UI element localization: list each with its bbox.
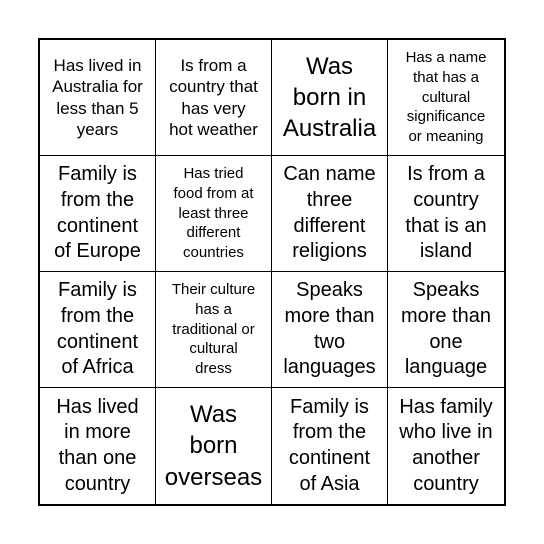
bingo-cell[interactable]: Family is from the continent of Asia [272,388,388,504]
bingo-cell[interactable]: Was born overseas [156,388,272,504]
bingo-cell[interactable]: Is from a country that is an island [388,156,504,272]
bingo-cell[interactable]: Has lived in Australia for less than 5 years [40,40,156,156]
bingo-cell[interactable]: Was born in Australia [272,40,388,156]
bingo-cell[interactable]: Family is from the continent of Africa [40,272,156,388]
bingo-cell[interactable]: Their culture has a traditional or cultural dress [156,272,272,388]
bingo-cell[interactable]: Speaks more than two languages [272,272,388,388]
bingo-cell[interactable]: Has lived in more than one country [40,388,156,504]
bingo-cell[interactable]: Speaks more than one language [388,272,504,388]
bingo-grid [38,38,506,506]
bingo-cell[interactable]: Has tried food from at least three different countries [156,156,272,272]
bingo-cell[interactable]: Can name three different religions [272,156,388,272]
bingo-cell[interactable]: Has family who live in another country [399,395,493,495]
bingo-cell[interactable]: Family is from the continent of Europe [40,156,156,272]
bingo-cell[interactable]: Is from a country that has very hot weather [156,40,272,156]
bingo-cell[interactable]: Has a name that has a cultural significance or meaning [388,40,504,156]
